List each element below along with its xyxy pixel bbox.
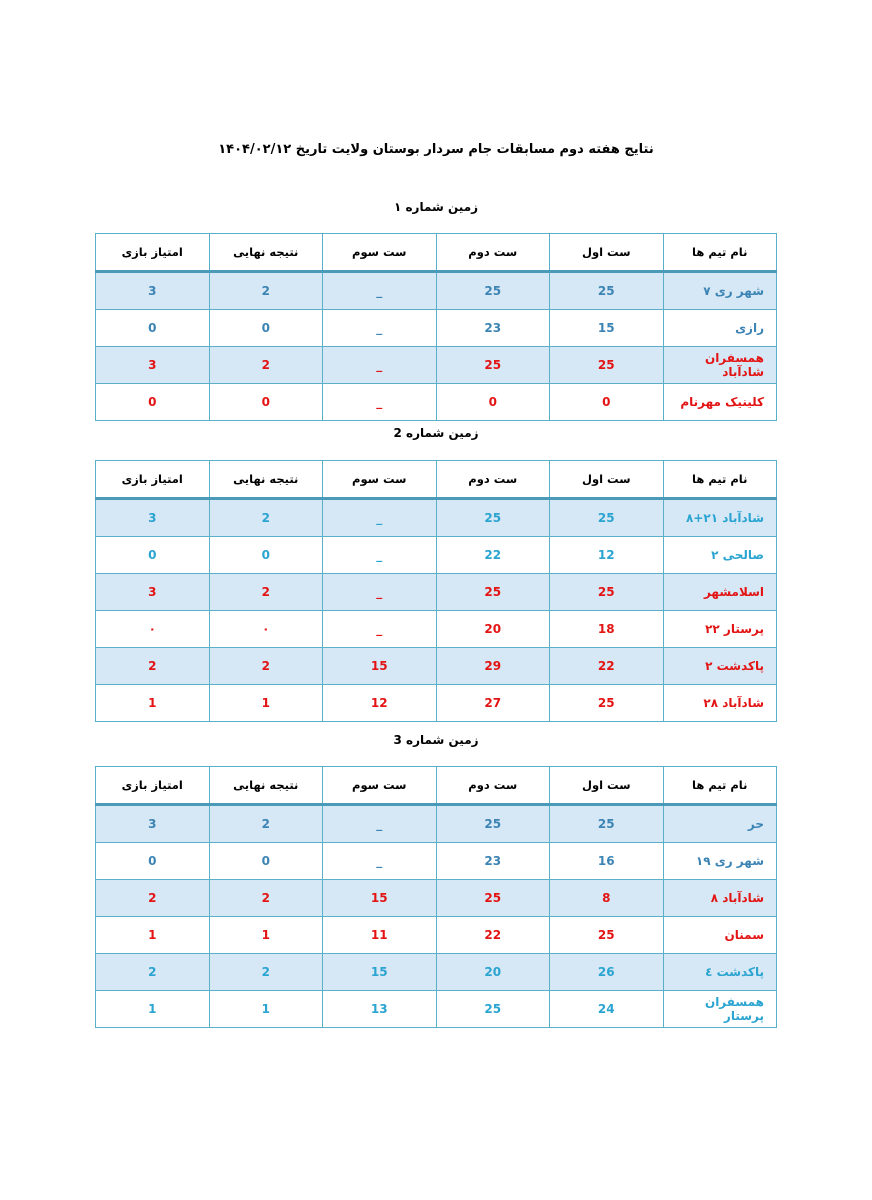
game-points-cell: 1 bbox=[96, 991, 210, 1028]
set-3-cell: 15 bbox=[323, 648, 437, 685]
team-name-cell: رازی bbox=[663, 310, 777, 347]
set-2-cell: 0 bbox=[436, 384, 550, 421]
set-3-cell: 11 bbox=[323, 917, 437, 954]
set-3-cell: _ bbox=[323, 272, 437, 310]
table-row bbox=[96, 347, 777, 384]
set-3-cell: 15 bbox=[323, 880, 437, 917]
final-result-cell: 0 bbox=[209, 384, 323, 421]
game-points-cell: 1 bbox=[96, 685, 210, 722]
game-points-cell: 2 bbox=[96, 880, 210, 917]
final-result-cell: 2 bbox=[209, 805, 323, 843]
header-team-name: نام تیم ها bbox=[663, 461, 777, 499]
set-2-cell: 22 bbox=[436, 917, 550, 954]
table-row bbox=[96, 954, 777, 991]
set-2-cell: 25 bbox=[436, 805, 550, 843]
field-3-title: زمین شماره 3 bbox=[393, 733, 479, 747]
set-2-cell: 27 bbox=[436, 685, 550, 722]
set-2-cell: 25 bbox=[436, 272, 550, 310]
set-1-cell: 15 bbox=[550, 310, 664, 347]
team-name-cell: صالحی ۲ bbox=[663, 537, 777, 574]
game-points-cell: 2 bbox=[96, 648, 210, 685]
final-result-cell: 1 bbox=[209, 685, 323, 722]
game-points-cell: 0 bbox=[96, 384, 210, 421]
table-row bbox=[96, 648, 777, 685]
header-game-points: امتیاز بازی bbox=[96, 234, 210, 272]
set-3-cell: 12 bbox=[323, 685, 437, 722]
game-points-cell: 3 bbox=[96, 347, 210, 384]
set-3-cell: _ bbox=[323, 384, 437, 421]
table-row bbox=[96, 991, 777, 1028]
set-3-cell: _ bbox=[323, 611, 437, 648]
set-2-cell: 22 bbox=[436, 537, 550, 574]
header-set-1: ست اول bbox=[550, 767, 664, 805]
game-points-cell: 2 bbox=[96, 954, 210, 991]
header-team-name: نام تیم ها bbox=[663, 767, 777, 805]
team-name-cell: حر bbox=[663, 805, 777, 843]
set-1-cell: 25 bbox=[550, 499, 664, 537]
team-name-cell: همسفران شادآباد bbox=[663, 347, 777, 384]
header-row bbox=[96, 461, 777, 499]
game-points-cell: 3 bbox=[96, 499, 210, 537]
set-3-cell: 13 bbox=[323, 991, 437, 1028]
table-row bbox=[96, 537, 777, 574]
set-1-cell: 24 bbox=[550, 991, 664, 1028]
set-1-cell: 25 bbox=[550, 805, 664, 843]
set-1-cell: 22 bbox=[550, 648, 664, 685]
team-name-cell: شهر ری ۱۹ bbox=[663, 843, 777, 880]
header-final-result: نتیجه نهایی bbox=[209, 767, 323, 805]
header-set-2: ست دوم bbox=[436, 461, 550, 499]
header-game-points: امتیاز بازی bbox=[96, 767, 210, 805]
team-name-cell: سمنان bbox=[663, 917, 777, 954]
set-1-cell: 25 bbox=[550, 685, 664, 722]
set-2-cell: 20 bbox=[436, 611, 550, 648]
table-row bbox=[96, 384, 777, 421]
table-row bbox=[96, 499, 777, 537]
final-result-cell: 0 bbox=[209, 310, 323, 347]
game-points-cell: 0 bbox=[96, 843, 210, 880]
field-2-title: زمین شماره 2 bbox=[393, 426, 479, 440]
final-result-cell: 2 bbox=[209, 499, 323, 537]
header-set-1: ست اول bbox=[550, 461, 664, 499]
set-1-cell: 18 bbox=[550, 611, 664, 648]
set-2-cell: 29 bbox=[436, 648, 550, 685]
header-final-result: نتیجه نهایی bbox=[209, 234, 323, 272]
game-points-cell: ۰ bbox=[96, 611, 210, 648]
team-name-cell: پاکدشت ۲ bbox=[663, 648, 777, 685]
field-3-table bbox=[95, 766, 777, 1028]
header-set-2: ست دوم bbox=[436, 234, 550, 272]
set-3-cell: _ bbox=[323, 310, 437, 347]
team-name-cell: شادآباد ۲۸ bbox=[663, 685, 777, 722]
set-3-cell: _ bbox=[323, 843, 437, 880]
set-3-cell: _ bbox=[323, 805, 437, 843]
set-1-cell: 12 bbox=[550, 537, 664, 574]
field-2-table bbox=[95, 460, 777, 722]
table-row bbox=[96, 310, 777, 347]
header-final-result: نتیجه نهایی bbox=[209, 461, 323, 499]
set-2-cell: 25 bbox=[436, 991, 550, 1028]
set-1-cell: 0 bbox=[550, 384, 664, 421]
table-row bbox=[96, 685, 777, 722]
table-row bbox=[96, 843, 777, 880]
team-name-cell: شادآباد ۸ bbox=[663, 880, 777, 917]
set-2-cell: 23 bbox=[436, 843, 550, 880]
set-2-cell: 25 bbox=[436, 347, 550, 384]
team-name-cell: شهر ری ۷ bbox=[663, 272, 777, 310]
header-set-1: ست اول bbox=[550, 234, 664, 272]
final-result-cell: 2 bbox=[209, 272, 323, 310]
set-1-cell: 25 bbox=[550, 272, 664, 310]
header-set-3: ست سوم bbox=[323, 234, 437, 272]
set-3-cell: _ bbox=[323, 347, 437, 384]
header-row bbox=[96, 234, 777, 272]
set-3-cell: _ bbox=[323, 537, 437, 574]
final-result-cell: 0 bbox=[209, 537, 323, 574]
game-points-cell: 3 bbox=[96, 805, 210, 843]
set-3-cell: 15 bbox=[323, 954, 437, 991]
team-name-cell: پاکدشت ٤ bbox=[663, 954, 777, 991]
field-1-table bbox=[95, 233, 777, 421]
game-points-cell: 3 bbox=[96, 272, 210, 310]
set-1-cell: 26 bbox=[550, 954, 664, 991]
table-row bbox=[96, 805, 777, 843]
header-set-2: ست دوم bbox=[436, 767, 550, 805]
team-name-cell: شادآباد ۲۱+۸ bbox=[663, 499, 777, 537]
set-2-cell: 20 bbox=[436, 954, 550, 991]
team-name-cell: کلینیک مهرنام bbox=[663, 384, 777, 421]
set-2-cell: 25 bbox=[436, 499, 550, 537]
header-game-points: امتیاز بازی bbox=[96, 461, 210, 499]
final-result-cell: 0 bbox=[209, 843, 323, 880]
set-1-cell: 16 bbox=[550, 843, 664, 880]
table-row bbox=[96, 611, 777, 648]
table-row bbox=[96, 917, 777, 954]
set-2-cell: 25 bbox=[436, 574, 550, 611]
final-result-cell: 2 bbox=[209, 347, 323, 384]
set-3-cell: _ bbox=[323, 574, 437, 611]
team-name-cell: پرستار ۲۲ bbox=[663, 611, 777, 648]
set-2-cell: 23 bbox=[436, 310, 550, 347]
game-points-cell: 0 bbox=[96, 310, 210, 347]
set-1-cell: 25 bbox=[550, 917, 664, 954]
table-row bbox=[96, 574, 777, 611]
final-result-cell: 1 bbox=[209, 991, 323, 1028]
set-1-cell: 8 bbox=[550, 880, 664, 917]
table-row bbox=[96, 880, 777, 917]
header-set-3: ست سوم bbox=[323, 767, 437, 805]
set-2-cell: 25 bbox=[436, 880, 550, 917]
game-points-cell: 0 bbox=[96, 537, 210, 574]
set-1-cell: 25 bbox=[550, 347, 664, 384]
final-result-cell: 2 bbox=[209, 954, 323, 991]
game-points-cell: 3 bbox=[96, 574, 210, 611]
team-name-cell: اسلامشهر bbox=[663, 574, 777, 611]
header-team-name: نام تیم ها bbox=[663, 234, 777, 272]
table-row bbox=[96, 272, 777, 310]
game-points-cell: 1 bbox=[96, 917, 210, 954]
set-3-cell: _ bbox=[323, 499, 437, 537]
field-1-title: زمین شماره ۱ bbox=[393, 200, 479, 214]
header-set-3: ست سوم bbox=[323, 461, 437, 499]
final-result-cell: 2 bbox=[209, 574, 323, 611]
team-name-cell: همسفران پرستار bbox=[663, 991, 777, 1028]
page-title: نتایج هفته دوم مسابقات جام سردار بوستان ولایت تاریخ ۱۴۰۴/۰۲/۱۲ bbox=[218, 142, 654, 157]
header-row bbox=[96, 767, 777, 805]
final-result-cell: ۰ bbox=[209, 611, 323, 648]
final-result-cell: 1 bbox=[209, 917, 323, 954]
set-1-cell: 25 bbox=[550, 574, 664, 611]
final-result-cell: 2 bbox=[209, 648, 323, 685]
final-result-cell: 2 bbox=[209, 880, 323, 917]
